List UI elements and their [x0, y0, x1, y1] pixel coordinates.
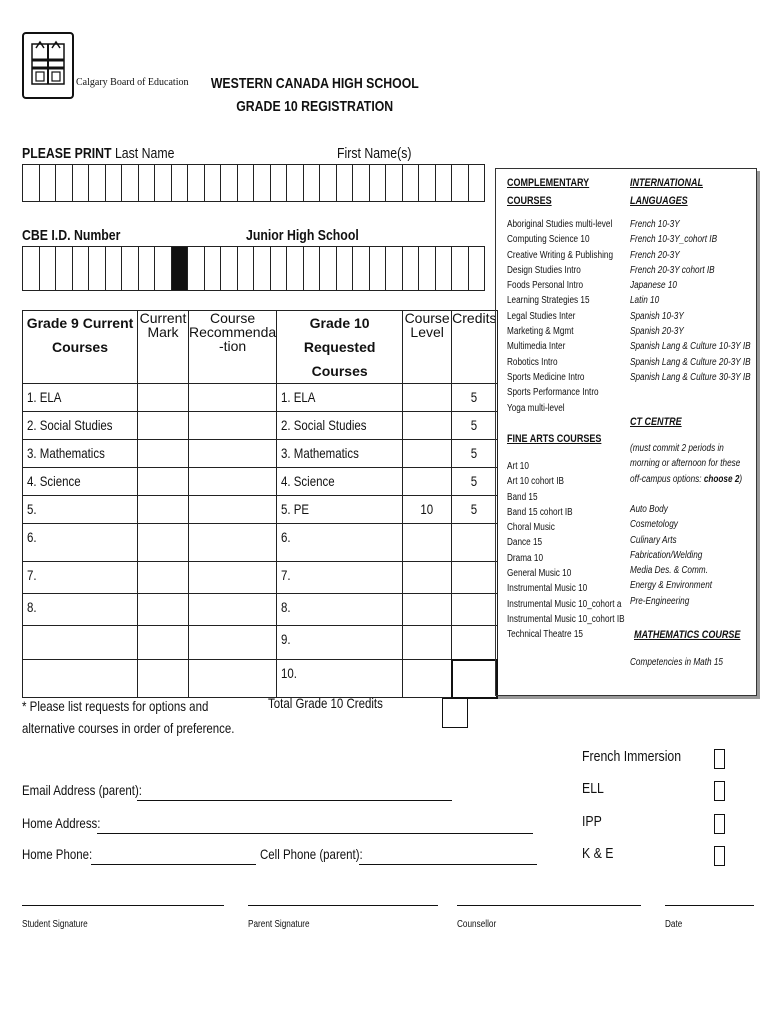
letter-box[interactable] [403, 247, 420, 290]
letter-box[interactable] [271, 247, 288, 290]
letter-box[interactable] [436, 247, 453, 290]
first-names-label: First Name(s) [337, 145, 412, 162]
letter-box[interactable] [188, 165, 205, 201]
course-option: French 20-3Y [630, 249, 680, 261]
course-rec-cell[interactable] [189, 524, 277, 562]
course-option: Marketing & Mgmt [507, 326, 574, 338]
course-option: Instrumental Music 10_cohort a [507, 598, 622, 610]
course-option: Creative Writing & Publishing [507, 249, 614, 261]
page-title: WESTERN CANADA HIGH SCHOOL [211, 75, 419, 92]
cell-phone-label: Cell Phone (parent): [260, 846, 363, 862]
grade9-course-cell[interactable] [23, 594, 138, 626]
letter-box[interactable] [403, 165, 420, 201]
letter-box[interactable] [73, 247, 90, 290]
letter-box[interactable] [221, 247, 238, 290]
total-credits-label: Total Grade 10 Credits [268, 695, 383, 711]
fine-arts-title: FINE ARTS COURSES [507, 433, 602, 445]
grade9-header: Grade 9 Current Courses [23, 311, 138, 384]
grade10-course-cell-text: 10. [281, 665, 298, 681]
course-option: Spanish Lang & Culture 10-3Y IB [630, 341, 751, 353]
home-phone-field[interactable] [91, 864, 256, 865]
credits-cell-text: 5 [471, 389, 478, 405]
total-credits-box[interactable] [442, 698, 468, 728]
course-option: Competencies in Math 15 [630, 657, 723, 668]
letter-box[interactable] [106, 165, 123, 201]
course-level-cell[interactable] [403, 384, 452, 412]
grade9-course-cell[interactable] [23, 412, 138, 440]
grade10-course-cell[interactable] [277, 384, 403, 412]
letter-box[interactable] [353, 247, 370, 290]
grade10-course-cell-text: 3. Mathematics [281, 445, 359, 461]
letter-box[interactable] [370, 247, 387, 290]
course-option: Foods Personal Intro [507, 280, 584, 292]
course-level-cell[interactable] [403, 562, 452, 594]
credits-cell[interactable] [452, 496, 497, 524]
grade9-course-cell-text: 7. [27, 567, 37, 583]
letter-box[interactable] [238, 165, 255, 201]
letter-box[interactable] [304, 247, 321, 290]
grade10-course-cell[interactable] [277, 562, 403, 594]
letter-box[interactable] [23, 247, 40, 290]
letter-box[interactable] [320, 165, 337, 201]
credits-cell-text: 5 [471, 445, 478, 461]
course-row [23, 594, 498, 626]
name-row-label [22, 145, 174, 162]
course-option: Fabrication/Welding [630, 549, 703, 561]
credits-cell[interactable] [452, 562, 497, 594]
grade9-course-cell[interactable] [23, 660, 138, 698]
course-option: Dance 15 [507, 537, 543, 549]
course-level-cell[interactable] [403, 440, 452, 468]
letter-box[interactable] [469, 165, 486, 201]
home-address-label: Home Address: [22, 815, 101, 831]
course-option: Art 10 cohort IB [507, 476, 564, 488]
grade9-course-cell-text: 6. [27, 529, 37, 545]
parent-signature-label: Parent Signature [248, 919, 310, 930]
letter-box[interactable] [188, 247, 205, 290]
letter-box[interactable] [139, 247, 156, 290]
course-option: French 20-3Y cohort IB [630, 264, 715, 276]
letter-box[interactable] [254, 165, 271, 201]
course-row [23, 562, 498, 594]
course-rec-cell[interactable] [189, 594, 277, 626]
grade10-header: Grade 10 Requested Courses [277, 311, 403, 384]
grade10-course-cell[interactable] [277, 626, 403, 660]
intl-title: INTERNATIONAL LANGUAGES [630, 177, 703, 207]
complementary-list [507, 217, 613, 416]
letter-box[interactable] [73, 165, 90, 201]
current-mark-cell[interactable] [138, 524, 189, 562]
course-option: Auto Body [630, 504, 668, 515]
letter-box[interactable] [89, 165, 106, 201]
course-option: Cosmetology [630, 519, 678, 531]
course-table [22, 310, 498, 699]
course-rec-cell[interactable] [189, 626, 277, 660]
credits-cell-text: 5 [471, 417, 478, 433]
grade9-course-cell-text: 4. Science [27, 473, 81, 489]
course-option: Learning Strategies 15 [507, 295, 590, 307]
current-mark-cell[interactable] [138, 384, 189, 412]
letter-box[interactable] [23, 165, 40, 201]
course-row [23, 440, 498, 468]
letter-box[interactable] [287, 165, 304, 201]
current-mark-header: Current Mark [138, 311, 189, 384]
grade9-course-cell[interactable] [23, 440, 138, 468]
name-boxes[interactable] [22, 164, 485, 202]
course-option: Technical Theatre 15 [507, 629, 583, 641]
grade10-course-cell-text: 5. PE [281, 501, 310, 517]
course-level-cell[interactable] [403, 626, 452, 660]
course-level-header: Course Level [403, 311, 452, 384]
grade10-course-cell-text: 1. ELA [281, 389, 316, 405]
letter-box[interactable] [386, 247, 403, 290]
page-subtitle: GRADE 10 REGISTRATION [236, 98, 394, 115]
course-rec-cell[interactable] [189, 660, 277, 698]
course-option: Band 15 cohort IB [507, 506, 573, 518]
program-checkbox[interactable] [714, 814, 725, 834]
current-mark-cell[interactable] [138, 440, 189, 468]
course-option: Japanese 10 [630, 280, 677, 292]
grade9-course-cell-text: 5. [27, 501, 37, 517]
letter-box[interactable] [254, 247, 271, 290]
letter-box[interactable] [320, 247, 337, 290]
grade9-course-cell[interactable] [23, 496, 138, 524]
letter-box[interactable] [89, 247, 106, 290]
course-row [23, 412, 498, 440]
program-checkbox[interactable] [714, 846, 725, 866]
cbe-crest-icon [24, 34, 72, 97]
course-option: Instrumental Music 10 [507, 583, 588, 595]
grade10-course-cell-text: 6. [281, 529, 291, 545]
credits-cell-text: 5 [471, 473, 478, 489]
course-option: Energy & Environment [630, 580, 713, 592]
course-rec-cell[interactable] [189, 440, 277, 468]
course-rec-cell[interactable] [189, 496, 277, 524]
program-label: French Immersion [582, 748, 682, 765]
credits-cell[interactable] [452, 412, 497, 440]
course-option: Art 10 [507, 461, 529, 472]
course-row [23, 468, 498, 496]
course-option: Spanish 10-3Y [630, 310, 684, 322]
home-phone-label: Home Phone: [22, 846, 93, 862]
course-option: Media Des. & Comm. [630, 565, 708, 577]
course-option: Aboriginal Studies multi-level [507, 219, 613, 230]
course-rec-header: Course Recommenda -tion [189, 311, 277, 384]
course-level-cell[interactable] [403, 594, 452, 626]
course-option: Sports Performance Intro [507, 387, 599, 399]
course-option: Yoga multi-level [507, 402, 565, 414]
letter-box[interactable] [205, 165, 222, 201]
letter-box[interactable] [370, 165, 387, 201]
course-option: Spanish Lang & Culture 20-3Y IB [630, 356, 751, 368]
letter-box[interactable] [205, 247, 222, 290]
letter-box[interactable] [337, 165, 354, 201]
grade9-course-cell-text: 8. [27, 599, 37, 615]
course-option: Drama 10 [507, 552, 544, 564]
cbe-logo [22, 32, 74, 99]
credits-cell[interactable] [452, 384, 497, 412]
current-mark-cell[interactable] [138, 660, 189, 698]
course-option: Pre-Engineering [630, 595, 690, 607]
counsellor-signature-line[interactable] [457, 905, 641, 906]
student-signature-label: Student Signature [22, 919, 88, 930]
course-rec-cell[interactable] [189, 384, 277, 412]
grade10-course-cell-text: 4. Science [281, 473, 335, 489]
course-level-cell-text: 10 [420, 501, 434, 517]
math-list [630, 655, 723, 670]
grade10-course-cell[interactable] [277, 468, 403, 496]
course-option: Culinary Arts [630, 534, 677, 546]
course-row [23, 660, 498, 698]
junior-high-label: Junior High School [246, 227, 359, 244]
letter-box[interactable] [469, 247, 486, 290]
grade9-course-cell-text: 3. Mathematics [27, 445, 105, 461]
letter-box[interactable] [287, 247, 304, 290]
course-option: French 10-3Y [630, 219, 680, 230]
grade10-course-cell[interactable] [277, 440, 403, 468]
fine-arts-list [507, 459, 625, 643]
parent-signature-line[interactable] [248, 905, 438, 906]
course-option: Multimedia Inter [507, 341, 566, 353]
letter-box[interactable] [56, 247, 73, 290]
grade10-course-cell[interactable] [277, 524, 403, 562]
last-name-label: Last Name [114, 145, 175, 162]
program-checkbox[interactable] [714, 781, 725, 801]
current-mark-cell[interactable] [138, 594, 189, 626]
intl-list [630, 217, 751, 385]
program-checkbox[interactable] [714, 749, 725, 769]
current-mark-cell[interactable] [138, 626, 189, 660]
credits-cell[interactable] [452, 594, 497, 626]
letter-box[interactable] [139, 165, 156, 201]
credits-cell[interactable] [452, 660, 497, 698]
letter-box[interactable] [155, 247, 172, 290]
grade9-course-cell-text: 2. Social Studies [27, 417, 113, 433]
program-label: K & E [582, 845, 614, 862]
letter-box[interactable] [386, 165, 403, 201]
letter-box[interactable] [172, 247, 189, 290]
letter-box[interactable] [122, 165, 139, 201]
please-print-label: PLEASE PRINT [22, 145, 112, 162]
grade9-course-cell[interactable] [23, 384, 138, 412]
letter-box[interactable] [221, 165, 238, 201]
letter-box[interactable] [353, 165, 370, 201]
letter-box[interactable] [304, 165, 321, 201]
current-mark-cell[interactable] [138, 412, 189, 440]
current-mark-cell[interactable] [138, 562, 189, 594]
course-row [23, 626, 498, 660]
grade10-course-cell-text: 7. [281, 567, 291, 583]
course-rec-cell[interactable] [189, 562, 277, 594]
grade9-course-cell-text: 1. ELA [27, 389, 62, 405]
grade9-course-cell[interactable] [23, 524, 138, 562]
grade9-course-cell[interactable] [23, 562, 138, 594]
grade10-course-cell-text: 8. [281, 599, 291, 615]
email-label: Email Address (parent): [22, 782, 142, 798]
complementary-title: COMPLEMENTARY COURSES [507, 177, 590, 207]
course-level-cell[interactable] [403, 660, 452, 698]
letter-box[interactable] [172, 165, 189, 201]
org-name: Calgary Board of Education [76, 77, 189, 88]
course-option: Spanish Lang & Culture 30-3Y IB [630, 371, 751, 383]
grade10-course-cell[interactable] [277, 660, 403, 698]
course-rec-cell[interactable] [189, 468, 277, 496]
ct-title: CT CENTRE [630, 416, 682, 428]
letter-box[interactable] [40, 165, 57, 201]
course-level-cell[interactable] [403, 524, 452, 562]
course-option: Legal Studies Inter [507, 310, 576, 322]
grade10-course-cell[interactable] [277, 412, 403, 440]
letter-box[interactable] [155, 165, 172, 201]
course-option: General Music 10 [507, 568, 572, 580]
grade9-course-cell[interactable] [23, 626, 138, 660]
credits-cell[interactable] [452, 468, 497, 496]
id-boxes[interactable] [22, 246, 485, 291]
course-option: French 10-3Y_cohort IB [630, 234, 718, 246]
current-mark-cell[interactable] [138, 496, 189, 524]
ct-list [630, 502, 712, 609]
student-signature-line[interactable] [22, 905, 224, 906]
counsellor-label: Counsellor [457, 919, 497, 930]
course-option: Design Studies Intro [507, 264, 581, 276]
credits-cell[interactable] [452, 626, 497, 660]
course-level-cell[interactable] [403, 468, 452, 496]
letter-box[interactable] [452, 165, 469, 201]
course-option: Computing Science 10 [507, 234, 590, 246]
credits-cell-text: 5 [471, 501, 478, 517]
letter-box[interactable] [337, 247, 354, 290]
date-line[interactable] [665, 905, 754, 906]
date-label: Date [665, 919, 683, 930]
course-option: Sports Medicine Intro [507, 371, 585, 383]
course-option: Band 15 [507, 491, 538, 503]
course-option: Latin 10 [630, 295, 660, 307]
course-rec-cell[interactable] [189, 412, 277, 440]
credits-cell[interactable] [452, 524, 497, 562]
grade9-course-cell[interactable] [23, 468, 138, 496]
grade10-course-cell-text: 2. Social Studies [281, 417, 367, 433]
cbe-id-label: CBE I.D. Number [22, 227, 121, 244]
math-title: MATHEMATICS COURSE [634, 629, 741, 641]
preference-note: * Please list requests for options and alternative courses in order of preference. [22, 698, 235, 736]
program-label: ELL [582, 780, 604, 797]
letter-box[interactable] [122, 247, 139, 290]
course-option: Choral Music [507, 522, 555, 534]
program-label: IPP [582, 813, 602, 830]
letter-box[interactable] [419, 165, 436, 201]
ct-note: (must commit 2 periods in morning or afternoon for these off-campus options: choose 2) [630, 443, 743, 485]
letter-box[interactable] [419, 247, 436, 290]
course-option: Spanish 20-3Y [630, 326, 684, 338]
grade10-course-cell[interactable] [277, 496, 403, 524]
home-address-field[interactable] [97, 833, 533, 834]
letter-box[interactable] [56, 165, 73, 201]
grade10-course-cell-text: 9. [281, 631, 291, 647]
course-row [23, 524, 498, 562]
letter-box[interactable] [238, 247, 255, 290]
letter-box[interactable] [40, 247, 57, 290]
letter-box[interactable] [452, 247, 469, 290]
course-row [23, 496, 498, 524]
grade10-course-cell[interactable] [277, 594, 403, 626]
letter-box[interactable] [436, 165, 453, 201]
course-option: Robotics Intro [507, 356, 558, 368]
cell-phone-field[interactable] [359, 864, 537, 865]
course-level-cell[interactable] [403, 496, 452, 524]
email-field[interactable] [137, 800, 452, 801]
letter-box[interactable] [271, 165, 288, 201]
course-level-cell[interactable] [403, 412, 452, 440]
current-mark-cell[interactable] [138, 468, 189, 496]
credits-header: Credits [452, 311, 497, 384]
letter-box[interactable] [106, 247, 123, 290]
credits-cell[interactable] [452, 440, 497, 468]
course-row [23, 384, 498, 412]
course-option: Instrumental Music 10_cohort IB [507, 613, 625, 625]
